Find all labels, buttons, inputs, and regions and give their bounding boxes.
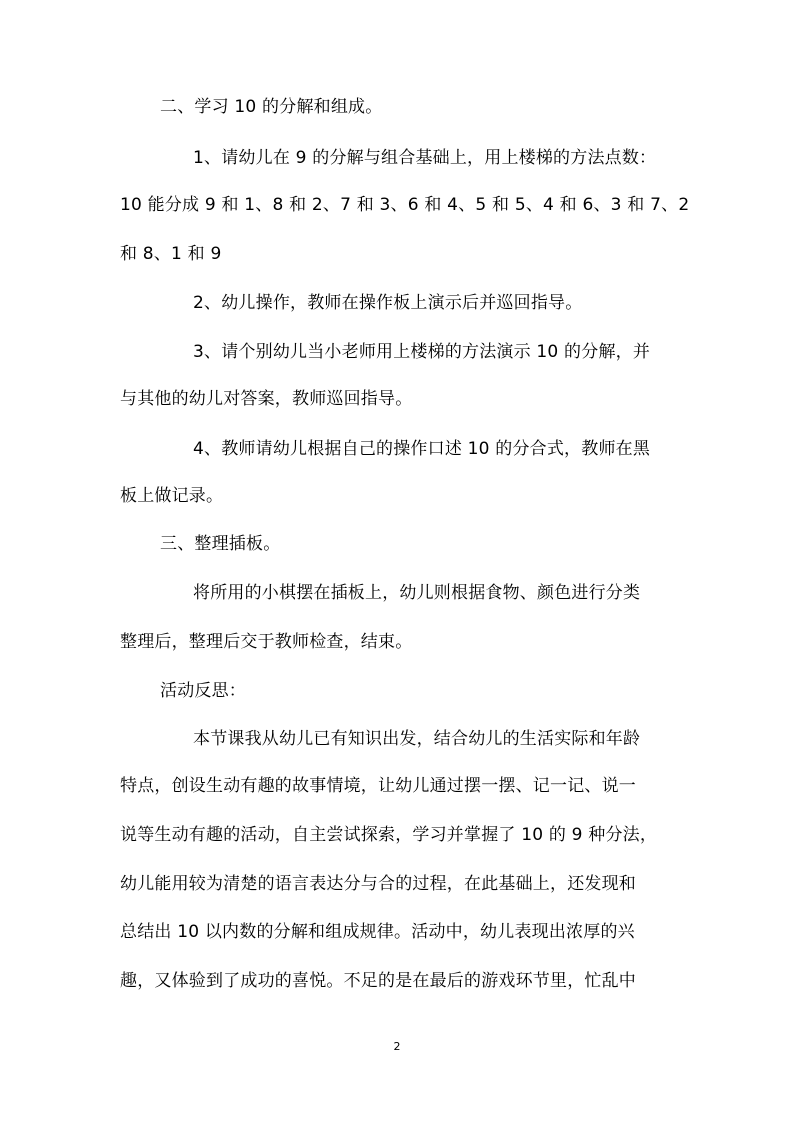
paragraph-line: 3、请个别幼儿当小老师用上楼梯的方法演示 10 的分解，并 bbox=[193, 342, 651, 362]
paragraph-line: 1、请幼儿在 9 的分解与组合基础上，用上楼梯的方法点数： bbox=[193, 148, 657, 168]
reflection-heading: 活动反思： bbox=[160, 681, 246, 701]
paragraph-line: 说等生动有趣的活动，自主尝试探索，学习并掌握了 10 的 9 种分法， bbox=[120, 825, 658, 845]
paragraph-line: 幼儿能用较为清楚的语言表达分与合的过程，在此基础上，还发现和 bbox=[120, 874, 636, 894]
paragraph-line: 整理后，整理后交于教师检查，结束。 bbox=[120, 632, 413, 652]
paragraph-line: 和 8、1 和 9 bbox=[120, 244, 222, 264]
paragraph-line: 与其他的幼儿对答案，教师巡回指导。 bbox=[120, 389, 413, 409]
paragraph-line: 板上做记录。 bbox=[120, 486, 224, 506]
section-heading-two: 二、学习 10 的分解和组成。 bbox=[160, 97, 383, 117]
paragraph-line: 2、幼儿操作，教师在操作板上演示后并巡回指导。 bbox=[193, 293, 583, 313]
paragraph-line: 趣，又体验到了成功的喜悦。不足的是在最后的游戏环节里，忙乱中 bbox=[120, 971, 636, 991]
page-number: 2 bbox=[393, 1040, 401, 1053]
paragraph-line: 4、教师请幼儿根据自己的操作口述 10 的分合式，教师在黑 bbox=[193, 439, 651, 459]
paragraph-line: 本节课我从幼儿已有知识出发，结合幼儿的生活实际和年龄 bbox=[193, 729, 641, 749]
section-heading-three: 三、整理插板。 bbox=[160, 534, 281, 554]
paragraph-line: 将所用的小棋摆在插板上，幼儿则根据食物、颜色进行分类 bbox=[193, 583, 641, 603]
paragraph-line: 10 能分成 9 和 1、8 和 2、7 和 3、6 和 4、5 和 5、4 和 6、3 和 7、2 bbox=[120, 195, 690, 215]
paragraph-line: 总结出 10 以内数的分解和组成规律。活动中，幼儿表现出浓厚的兴 bbox=[120, 922, 635, 942]
paragraph-line: 特点，创设生动有趣的故事情境，让幼儿通过摆一摆、记一记、说一 bbox=[120, 776, 636, 796]
